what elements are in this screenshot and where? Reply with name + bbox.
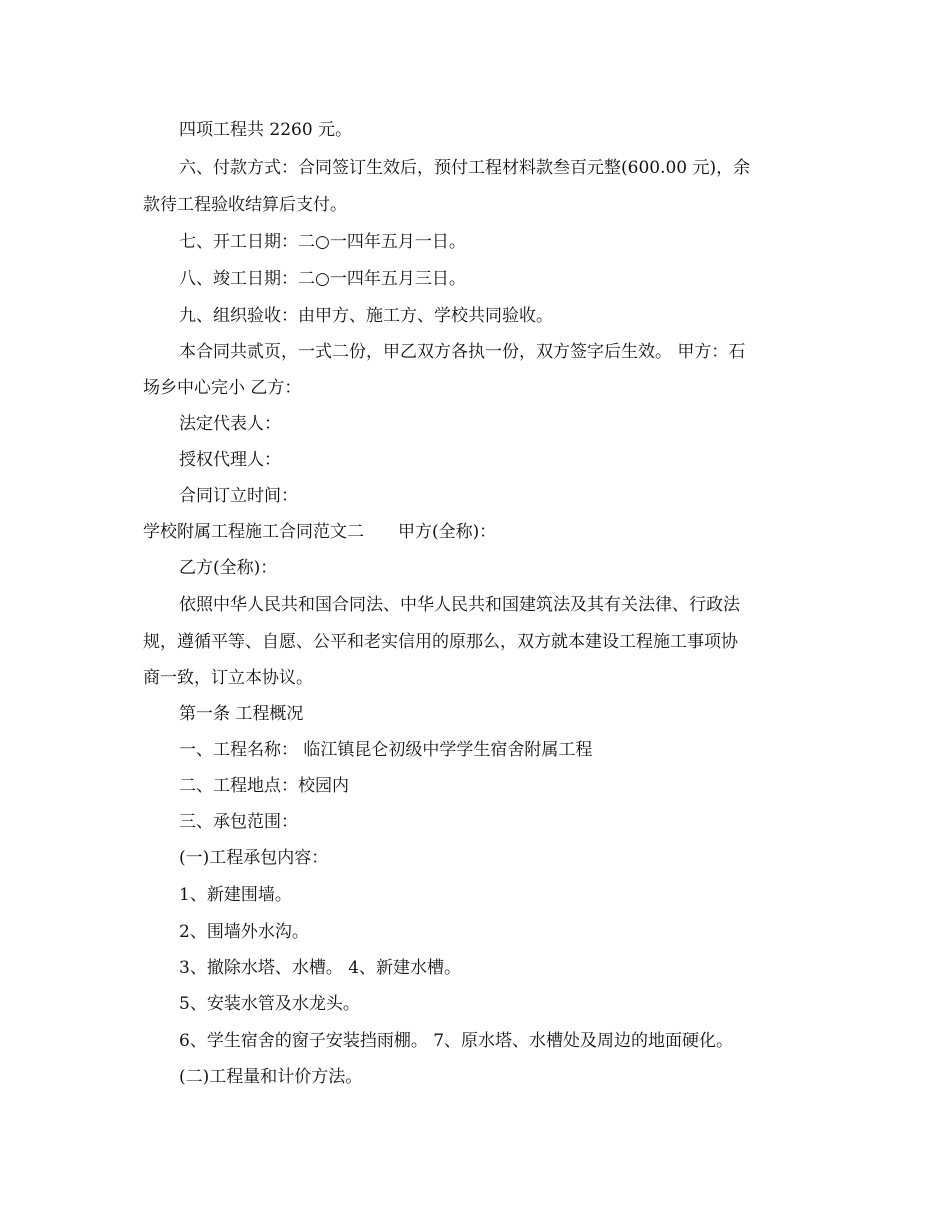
clause-heading: 第一条 工程概况 [179, 704, 304, 724]
text-line: 场乡中心完小 乙方： [143, 378, 302, 398]
list-item: 6、学生宿舍的窗子安装挡雨棚。 7、原水塔、水槽处及周边的地面硬化。 [179, 1031, 734, 1051]
text-line: 授权代理人： [179, 450, 281, 470]
text-line: (一)工程承包内容： [179, 848, 329, 868]
list-item: 5、安装水管及水龙头。 [179, 994, 360, 1014]
list-item: 2、围墙外水沟。 [179, 922, 309, 942]
text-line: 三、承包范围： [179, 812, 298, 832]
text-line: 依照中华人民共和国合同法、中华人民共和国建筑法及其有关法律、行政法 [179, 595, 740, 615]
text-line: 法定代表人： [179, 414, 281, 434]
text-line: 款待工程验收结算后支付。 [143, 195, 347, 215]
text-line: 规，遵循平等、自愿、公平和老实信用的原那么，双方就本建设工程施工事项协 [143, 632, 738, 652]
text-line: 四项工程共 2260 元。 [179, 120, 353, 140]
text-line: 六、付款方式：合同签订生效后，预付工程材料款叁百元整(600.00 元)，余 [179, 158, 751, 178]
text-line: 八、竣工日期：二○一四年五月三日。 [179, 269, 466, 289]
section-heading: 学校附属工程施工合同范文二 甲方(全称)： [143, 522, 497, 542]
list-item: 1、新建围墙。 [179, 885, 292, 905]
text-line: (二)工程量和计价方法。 [179, 1067, 363, 1087]
text-line: 乙方(全称)： [179, 558, 278, 578]
text-line: 本合同共贰页，一式二份，甲乙双方各执一份，双方签字后生效。 甲方：石 [179, 342, 746, 362]
list-item: 3、撤除水塔、水槽。 4、新建水槽。 [179, 958, 462, 978]
text-line: 二、工程地点：校园内 [179, 776, 349, 796]
text-line: 九、组织验收：由甲方、施工方、学校共同验收。 [179, 306, 553, 326]
text-line: 一、工程名称： 临江镇昆仑初级中学学生宿舍附属工程 [179, 740, 593, 760]
text-line: 商一致，订立本协议。 [143, 668, 313, 688]
text-line: 七、开工日期：二○一四年五月一日。 [179, 232, 466, 252]
text-line: 合同订立时间： [179, 486, 298, 506]
